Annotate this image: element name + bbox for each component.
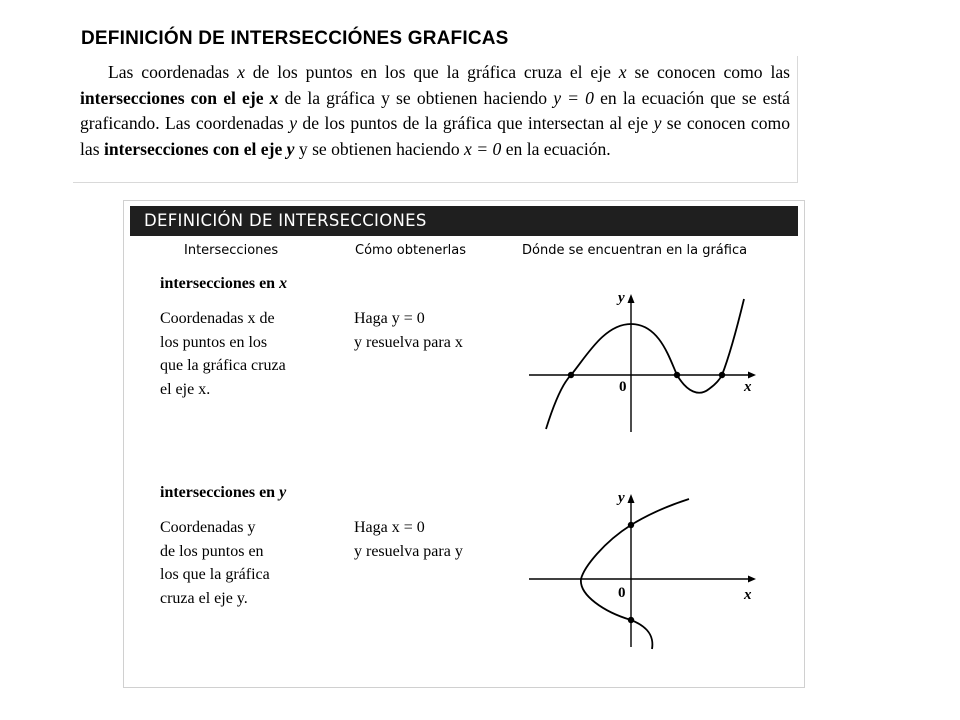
y-axis-arrow-icon [628,294,635,303]
x-intercept-point [568,372,574,378]
row-desc-y: Coordenadas y de los puntos en los que la gráfica cruza el eje y. [160,519,270,607]
table-header: DEFINICIÓN DE INTERSECCIONES [130,206,798,236]
y-axis-label: y [618,290,625,306]
y-intercept-point [628,522,634,528]
x-axis-arrow-icon [748,576,756,583]
curve-x [546,299,744,429]
column-header-intersecciones: Intersecciones [184,243,279,258]
curve-y [581,499,689,649]
row-how-x: Haga y = 0 y resuelva para x [354,310,463,351]
x-intercept-point [719,372,725,378]
graph-x-intercepts [524,287,764,437]
y-axis-arrow-icon [628,494,635,503]
column-header-como-obtenerlas: Cómo obtenerlas [355,243,467,258]
intersections-table [123,200,805,688]
definition-paragraph: Las coordenadas x de los puntos en los que la gráfica cruza el eje x se conocen como las intersecciones con el eje x de la gráfica y se obtienen haciendo y = 0 en la ecuación que se está graficando. Las coordenadas y de los puntos de la gráfica que intersectan al eje y se conocen como las intersecciones con el eje y y se obtienen haciendo x = 0 en la ecuación. [80,62,790,159]
row-title-x: intersecciones en x [160,275,288,292]
row-how-y: Haga x = 0 y resuelva para y [354,519,463,560]
column-header-donde: Dónde se encuentran en la gráfica [522,243,748,258]
x-intercept-point [674,372,680,378]
row-desc-x: Coordenadas x de los puntos en los que la gráfica cruza el eje x. [160,310,286,398]
x-axis-arrow-icon [748,372,756,379]
origin-label: 0 [618,585,626,601]
y-intercept-point [628,617,634,623]
y-axis-label: y [618,490,625,506]
definition-box [73,56,798,183]
slide-title: DEFINICIÓN DE INTERSECCIÓNES GRAFICAS [81,28,509,49]
row-title-y: intersecciones en y [160,484,287,501]
graph-y-intercepts [524,487,764,657]
x-axis-label: x [744,379,752,395]
x-axis-label: x [744,587,752,603]
origin-label: 0 [619,379,627,395]
